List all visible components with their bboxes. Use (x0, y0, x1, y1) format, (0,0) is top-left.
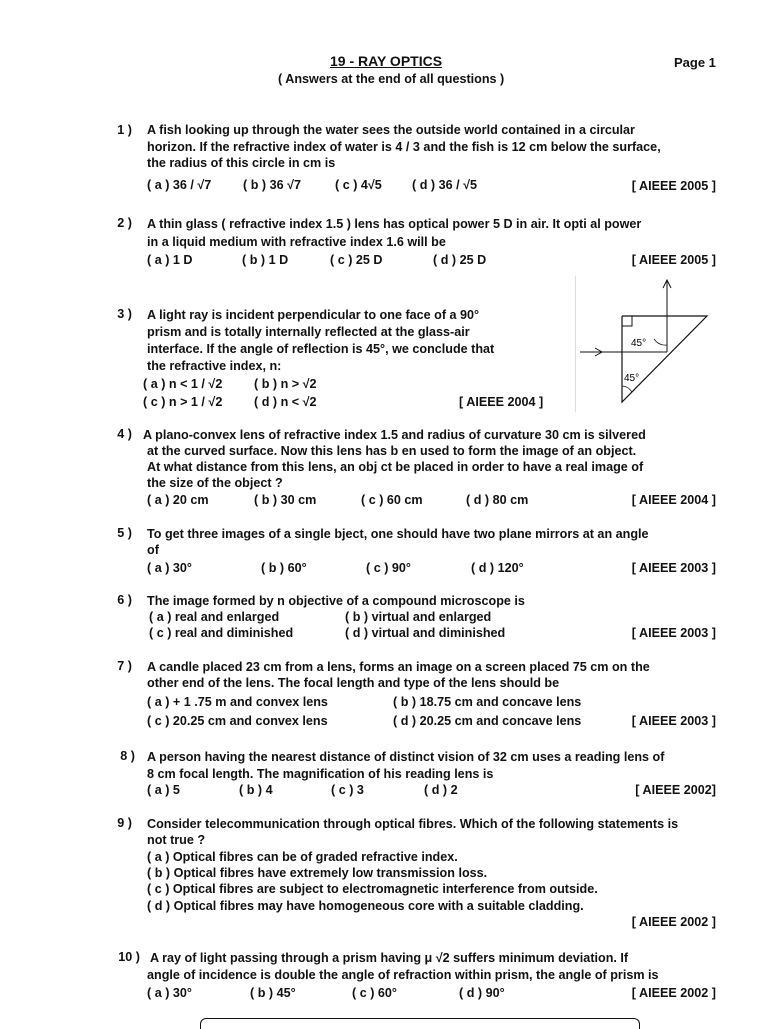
question-text-line: A thin glass ( refractive index 1.5 ) lens has optical power 5 D in air. It opti al power (147, 217, 642, 231)
option-d: ( d ) 25 D (433, 253, 487, 267)
option-a: ( a ) 30° (147, 561, 192, 575)
question-text-line: A light ray is incident perpendicular to one face of a 90° (147, 308, 480, 322)
option-a: ( a ) real and enlarged (149, 610, 280, 624)
question-number: 9 ) (117, 816, 132, 830)
question-text-line: 8 cm focal length. The magnification of his reading lens is (147, 767, 494, 781)
angle-arc-top (654, 339, 667, 345)
exam-tag: [ AIEEE 2004 ] (459, 395, 544, 409)
question-text-line: the size of the object ? (147, 476, 283, 490)
question-number: 3 ) (117, 307, 132, 321)
option-c: ( c ) n > 1 / √2 (143, 395, 223, 409)
option-c: ( c ) 20.25 cm and convex lens (147, 714, 328, 728)
prism-outline (622, 316, 707, 402)
question-text-line: A fish looking up through the water sees the outside world contained in a circular (147, 123, 635, 137)
question-text-line: horizon. If the refractive index of water is 4 / 3 and the fish is 12 cm below the surface, (147, 140, 661, 154)
exam-tag: [ AIEEE 2003 ] (631, 626, 716, 640)
angle-arc-bottom (622, 386, 632, 392)
exam-tag: [ AIEEE 2003 ] (631, 561, 716, 575)
exam-tag: [ AIEEE 2002 ] (631, 915, 716, 929)
option-a: ( a ) 5 (147, 783, 180, 797)
option-c: ( c ) 60° (352, 986, 397, 1000)
option-b: ( b ) n > √2 (254, 377, 317, 391)
option-d: ( d ) 80 cm (466, 493, 529, 507)
question-number: 8 ) (120, 749, 135, 763)
question-text-line: prism and is totally internally reflected at the glass-air (147, 325, 470, 339)
option-d: ( d ) 2 (424, 783, 458, 797)
question-number: 2 ) (117, 216, 132, 230)
question-text-line: At what distance from this lens, an obj ct be placed in order to have a real image of (147, 460, 644, 474)
option-d: ( d ) Optical fibres may have homogeneous core with a suitable cladding. (147, 899, 584, 913)
question-number: 10 ) (118, 950, 140, 964)
option-c: ( c ) Optical fibres are subject to electromagnetic interference from outside. (147, 882, 598, 896)
option-a: ( a ) Optical fibres can be of graded refractive index. (147, 850, 458, 864)
prism-diagram (575, 276, 715, 412)
exam-tag: [ AIEEE 2002 ] (631, 986, 716, 1000)
option-c: ( c ) real and diminished (149, 626, 294, 640)
question-text-line: of (147, 543, 159, 557)
question-text-line: A candle placed 23 cm from a lens, forms an image on a screen placed 75 cm on the (147, 660, 650, 674)
exam-tag: [ AIEEE 2005 ] (631, 253, 716, 267)
question-text-line: A plano-convex lens of refractive index 1.5 and radius of curvature 30 cm is silvered (143, 428, 646, 442)
question-number: 1 ) (117, 123, 132, 137)
option-a: ( a ) n < 1 / √2 (143, 377, 223, 391)
question-text-line: other end of the lens. The focal length and type of the lens should be (147, 676, 560, 690)
question-number: 4 ) (117, 427, 132, 441)
option-c: ( c ) 25 D (330, 253, 383, 267)
option-b: ( b ) virtual and enlarged (345, 610, 492, 624)
question-text-line: in a liquid medium with refractive index 1.6 will be (147, 235, 446, 249)
page-subtitle: ( Answers at the end of all questions ) (278, 72, 505, 86)
option-d: ( d ) 90° (459, 986, 505, 1000)
option-a: ( a ) 36 / √7 (147, 178, 212, 192)
option-a: ( a ) 20 cm (147, 493, 209, 507)
question-text-line: The image formed by n objective of a compound microscope is (147, 594, 525, 608)
page-number: Page 1 (674, 55, 716, 70)
question-text-line: Consider telecommunication through optical fibres. Which of the following statements is (147, 817, 679, 831)
exam-tag: [ AIEEE 2002] (635, 783, 716, 797)
option-b: ( b ) 36 √7 (243, 178, 302, 192)
angle-label-bottom: 45° (624, 373, 640, 384)
question-text-line: interface. If the angle of reflection is 45°, we conclude that (147, 342, 495, 356)
option-d: ( d ) virtual and diminished (345, 626, 506, 640)
option-a: ( a ) 30° (147, 986, 192, 1000)
option-d: ( d ) 120° (471, 561, 524, 575)
right-angle-marker (622, 316, 632, 326)
page-title: 19 - RAY OPTICS (330, 53, 443, 69)
exam-tag: [ AIEEE 2004 ] (631, 493, 716, 507)
option-d: ( d ) n < √2 (254, 395, 317, 409)
option-c: ( c ) 4√5 (335, 178, 382, 192)
option-a: ( a ) 1 D (147, 253, 193, 267)
option-d: ( d ) 20.25 cm and concave lens (393, 714, 582, 728)
question-text-line: at the curved surface. Now this lens has b en used to form the image of an object. (147, 444, 637, 458)
exam-tag: [ AIEEE 2003 ] (631, 714, 716, 728)
option-a: ( a ) + 1 .75 m and convex lens (147, 695, 328, 709)
option-b: ( b ) 1 D (242, 253, 289, 267)
option-c: ( c ) 90° (366, 561, 411, 575)
question-text-line: A ray of light passing through a prism having μ √2 suffers minimum deviation. If (150, 951, 629, 965)
exam-tag: [ AIEEE 2005 ] (631, 179, 716, 193)
option-b: ( b ) 45° (250, 986, 296, 1000)
question-number: 5 ) (117, 526, 132, 540)
question-text-line: A person having the nearest distance of distinct vision of 32 cm uses a reading lens of (147, 750, 665, 764)
option-b: ( b ) 4 (239, 783, 273, 797)
option-b: ( b ) Optical fibres have extremely low transmission loss. (147, 866, 488, 880)
question-text-line: not true ? (147, 833, 206, 847)
angle-label-top: 45° (631, 338, 647, 349)
option-c: ( c ) 3 (331, 783, 364, 797)
question-number: 7 ) (117, 659, 132, 673)
question-text-line: To get three images of a single bject, one should have two plane mirrors at an angle (147, 527, 649, 541)
question-text-line: angle of incidence is double the angle of refraction within prism, the angle of prism is (147, 968, 659, 982)
option-b: ( b ) 30 cm (254, 493, 317, 507)
question-text-line: the radius of this circle in cm is (147, 156, 336, 170)
option-b: ( b ) 18.75 cm and concave lens (393, 695, 582, 709)
question-text-line: the refractive index, n: (147, 359, 282, 373)
option-b: ( b ) 60° (261, 561, 307, 575)
question-number: 6 ) (117, 593, 132, 607)
option-c: ( c ) 60 cm (361, 493, 423, 507)
option-d: ( d ) 36 / √5 (412, 178, 477, 192)
